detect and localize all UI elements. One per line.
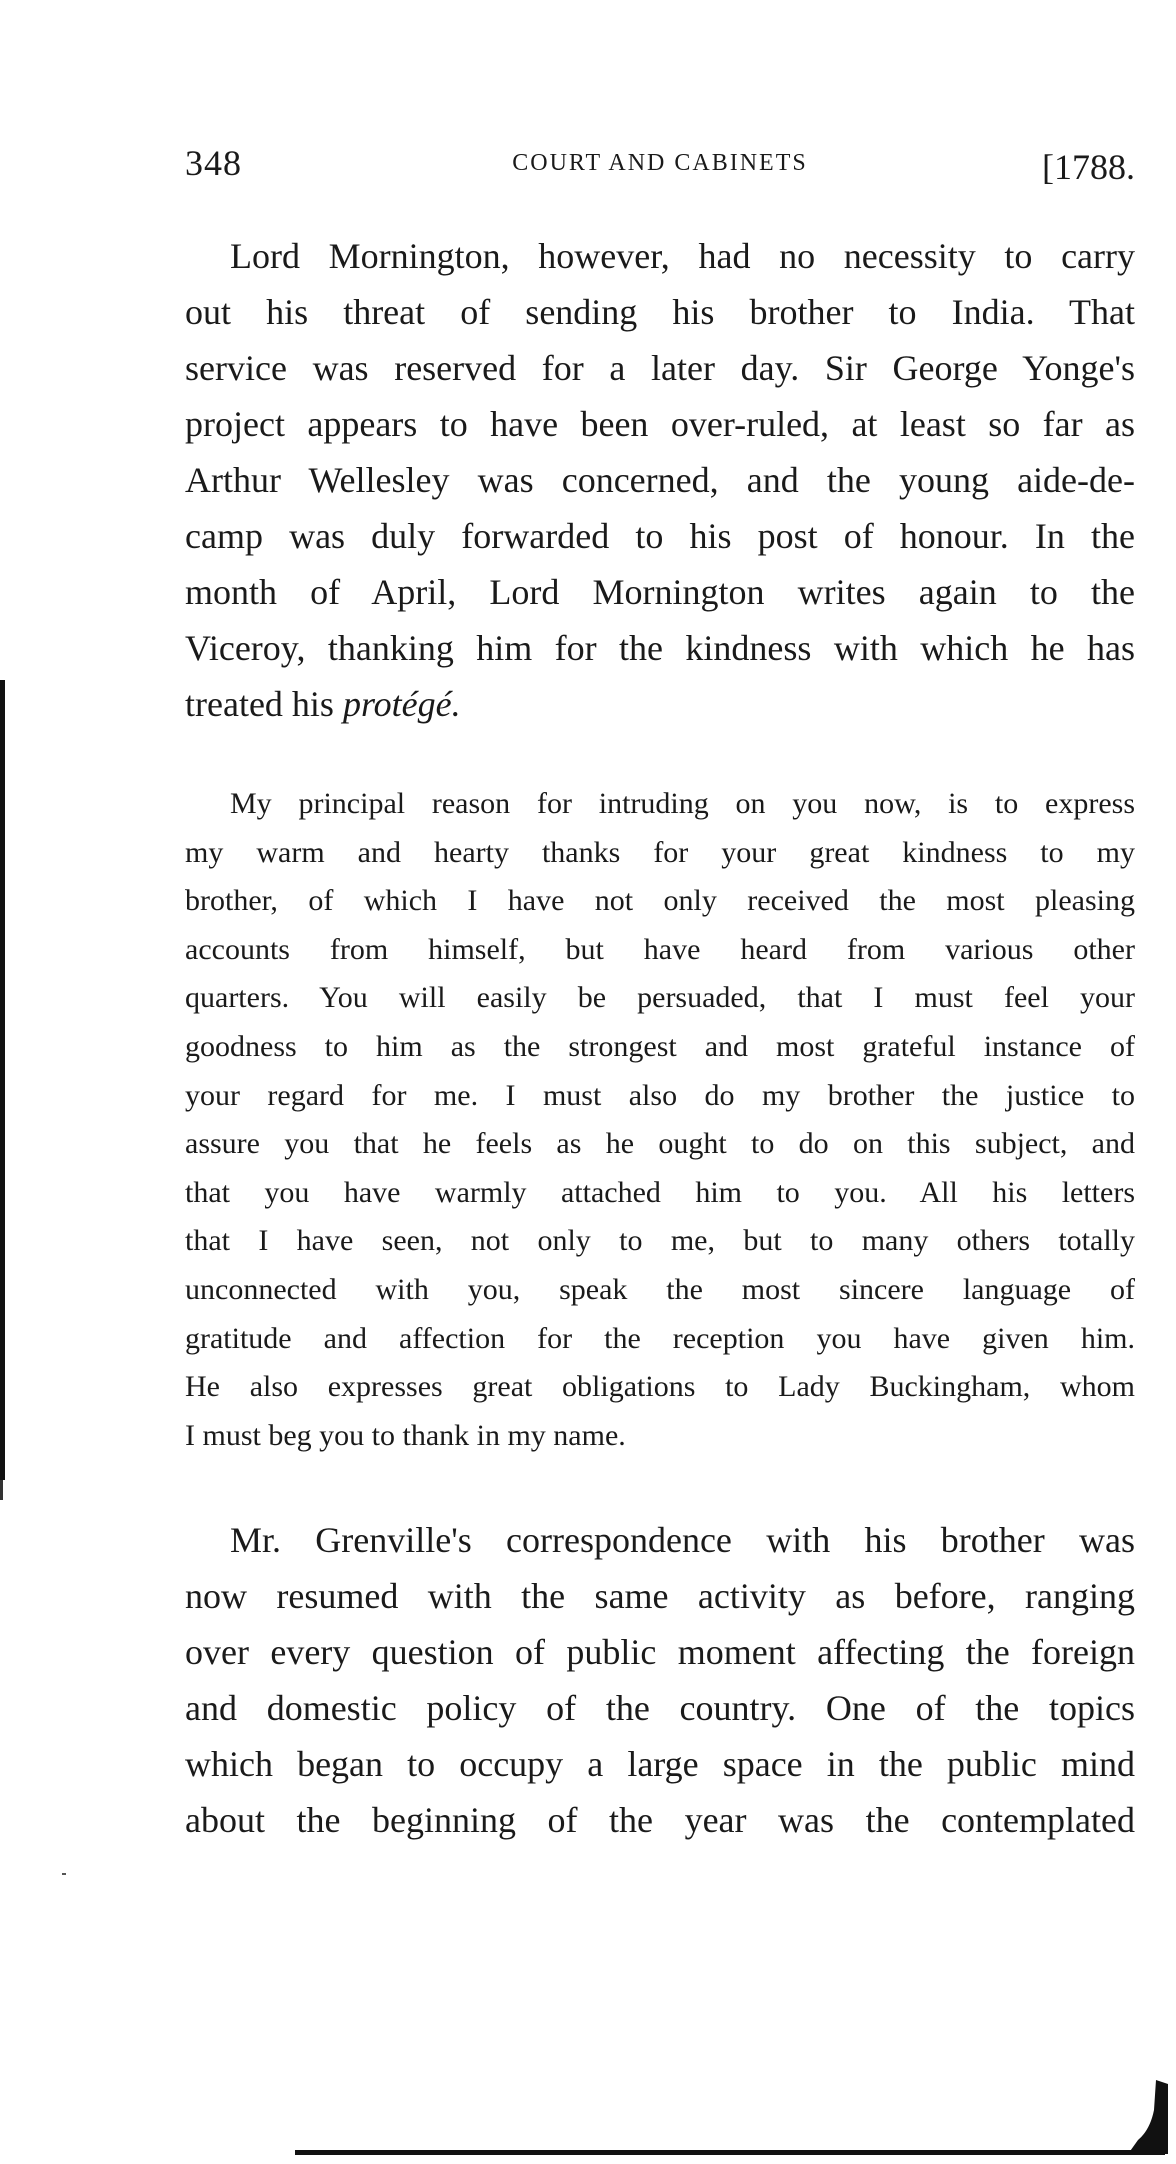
- quote-line: my warm and hearty thanks for your great kindness to my: [185, 835, 1135, 869]
- binding-shadow: [0, 680, 5, 1480]
- page-number: 348: [185, 143, 242, 183]
- text-line: month of April, Lord Mornington writes again to the: [185, 572, 1135, 612]
- paragraph-3: [185, 1512, 1135, 1848]
- quote-line: your regard for me. I must also do my brother the justice to: [185, 1078, 1135, 1112]
- page-header: [185, 142, 1135, 192]
- text-line: out his threat of sending his brother to India. That: [185, 292, 1135, 332]
- text-line: and domestic policy of the country. One of the topics: [185, 1688, 1135, 1728]
- speck-mark: [62, 1873, 66, 1875]
- quote-line: accounts from himself, but have heard from various other: [185, 932, 1135, 966]
- text-line: [185, 676, 1135, 732]
- running-title: COURT AND CABINETS: [512, 150, 808, 176]
- quote-line: gratitude and affection for the reception you have given him.: [185, 1321, 1135, 1355]
- text-line: which began to occupy a large space in the public mind: [185, 1744, 1135, 1784]
- text-line: Viceroy, thanking him for the kindness with which he has: [185, 628, 1135, 668]
- quote-line: brother, of which I have not only received the most pleasing: [185, 884, 1135, 918]
- text-line-prefix: treated his: [185, 684, 343, 724]
- italic-word: protégé.: [342, 684, 461, 724]
- quote-line: quarters. You will easily be persuaded, that I must feel your: [185, 981, 1135, 1015]
- header-year: [1788.: [1042, 147, 1135, 187]
- quote-line: unconnected with you, speak the most sincere language of: [185, 1272, 1135, 1306]
- text-line: Lord Mornington, however, had no necessity to carry: [230, 236, 1135, 276]
- quote-line: assure you that he feels as he ought to do on this subject, and: [185, 1127, 1135, 1161]
- text-line: now resumed with the same activity as before, ranging: [185, 1576, 1135, 1616]
- text-line: Arthur Wellesley was concerned, and the young aide-de-: [185, 460, 1135, 500]
- text-line: about the beginning of the year was the contemplated: [185, 1800, 1135, 1840]
- quote-line: goodness to him as the strongest and most grateful instance of: [185, 1029, 1135, 1063]
- page-curl-mark: [1128, 2080, 1168, 2154]
- quote-line: He also expresses great obligations to Lady Buckingham, whom: [185, 1370, 1135, 1404]
- quote-line: that I have seen, not only to me, but to many others totally: [185, 1224, 1135, 1258]
- quote-line: My principal reason for intruding on you now, is to express: [230, 787, 1135, 820]
- text-line: camp was duly forwarded to his post of honour. In the: [185, 516, 1135, 556]
- text-line: project appears to have been over-ruled, at least so far as: [185, 404, 1135, 444]
- text-line: service was reserved for a later day. Sir George Yonge's: [185, 348, 1135, 388]
- text-line: over every question of public moment affecting the foreign: [185, 1632, 1135, 1672]
- quote-line: I must beg you to thank in my name.: [185, 1418, 626, 1452]
- quote-line: that you have warmly attached him to you. All his letters: [185, 1175, 1135, 1209]
- bottom-rule: [295, 2150, 1165, 2155]
- text-line: Mr. Grenville's correspondence with his brother was: [230, 1520, 1135, 1560]
- quoted-letter: [185, 780, 1135, 1460]
- paragraph-1: [185, 228, 1135, 732]
